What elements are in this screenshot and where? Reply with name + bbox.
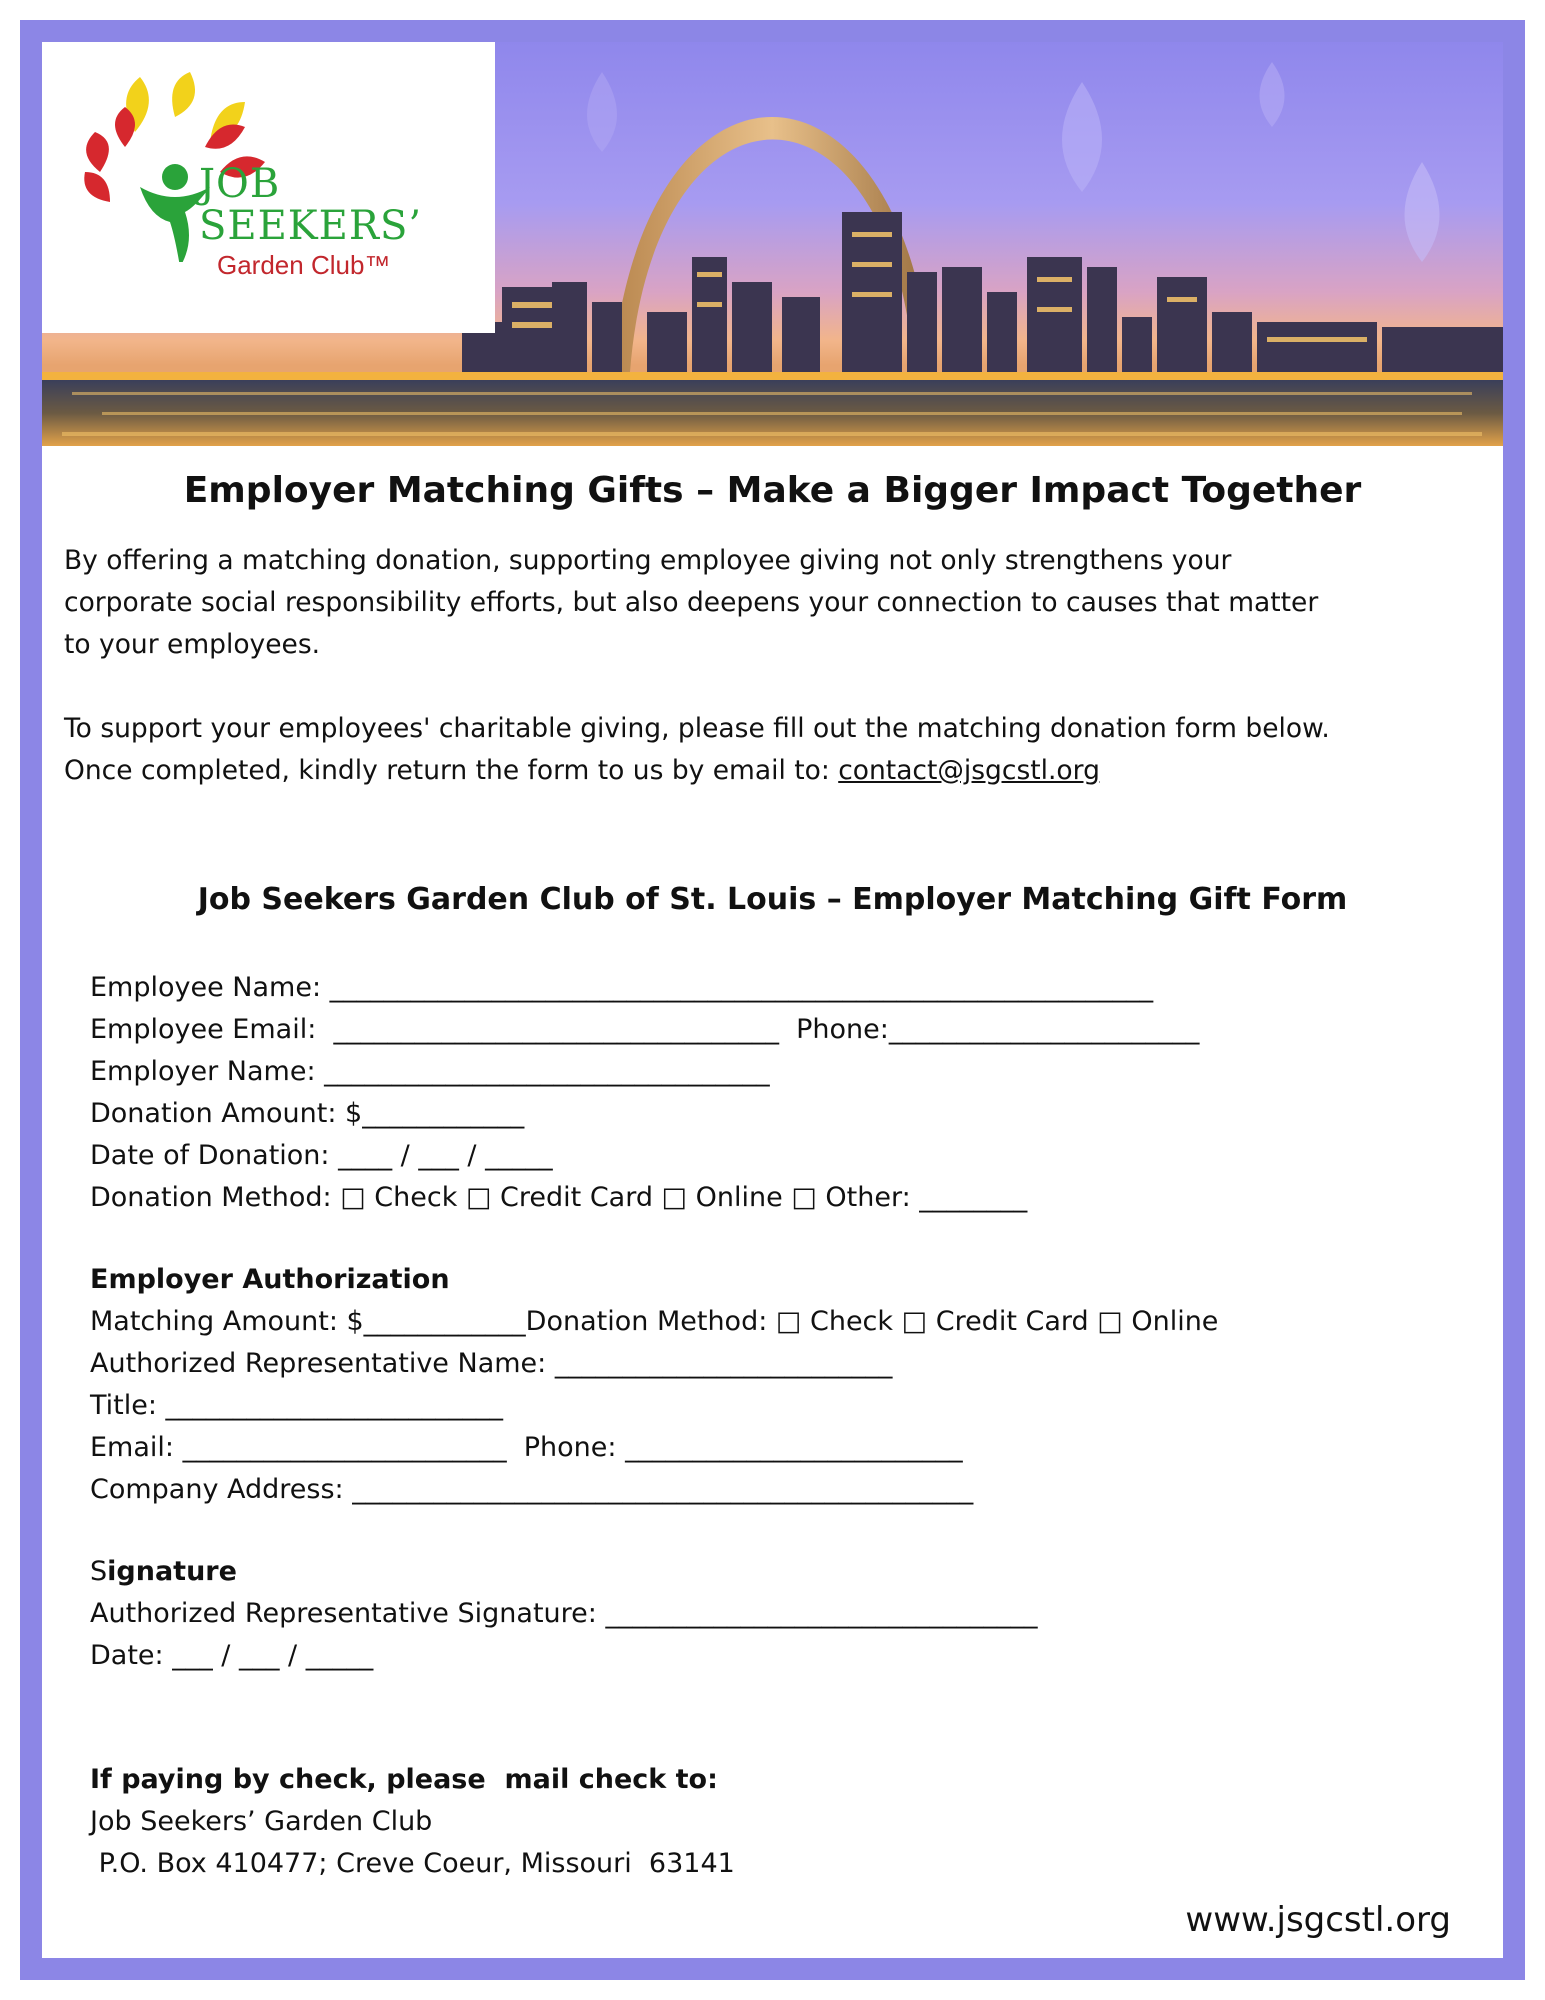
intro-p1-line2: corporate social responsibility efforts, but also deepens your connection to causes that matter (64, 587, 1319, 618)
logo-line-2: SEEKERS’ (199, 203, 423, 249)
mail-org: Job Seekers’ Garden Club (90, 1806, 433, 1837)
auth-heading-text: Employer Authorization (90, 1264, 450, 1295)
logo-line-3: Garden Club™ (217, 250, 391, 280)
hero-banner (42, 42, 1503, 446)
mail-heading-text: If paying by check, please mail check to: (90, 1764, 718, 1795)
company-address-field[interactable]: Company Address: ______________________________________________ (90, 1474, 974, 1505)
intro-p1-line1: By offering a matching donation, supporting employee giving not only strengthens your (64, 545, 1232, 576)
email-phone-field[interactable]: Email: ________________________ Phone: _________________________ (90, 1432, 963, 1463)
signature-date-field[interactable]: Date: ___ / ___ / _____ (90, 1640, 374, 1671)
contact-email-link[interactable]: contact@jsgcstl.org (838, 755, 1100, 786)
logo-box (42, 42, 495, 333)
signature-heading-first: S (90, 1556, 108, 1587)
website-url[interactable]: www.jsgcstl.org (1185, 1900, 1451, 1940)
intro-paragraph-2 (64, 708, 1484, 792)
intro-p2-line2 (64, 750, 1484, 792)
employee-name-field[interactable]: Employee Name: _____________________________________________________________ (90, 972, 1154, 1003)
mail-address: P.O. Box 410477; Creve Coeur, Missouri 63141 (90, 1848, 735, 1879)
date-of-donation-field[interactable]: Date of Donation: ____ / ___ / _____ (90, 1140, 553, 1171)
donation-amount-field[interactable]: Donation Amount: $____________ (90, 1098, 525, 1129)
employee-email-phone-field[interactable]: Employee Email: _________________________________ Phone:_______________________ (90, 1014, 1200, 1045)
mail-heading (90, 1764, 718, 1795)
intro-p1-line3: to your employees. (64, 629, 321, 660)
page-frame (20, 20, 1525, 1980)
employer-name-field[interactable]: Employer Name: _________________________________ (90, 1056, 770, 1087)
employer-authorization-heading (90, 1264, 450, 1295)
title-field[interactable]: Title: _________________________ (90, 1390, 504, 1421)
auth-rep-signature-field[interactable]: Authorized Representative Signature: ________________________________ (90, 1598, 1038, 1629)
signature-heading-rest: ignature (107, 1556, 237, 1587)
donation-method-field[interactable]: Donation Method: □ Check □ Credit Card □ Online □ Other: ________ (90, 1182, 1028, 1213)
intro-p2-line1: To support your employees' charitable giving, please fill out the matching donation form below. (64, 713, 1330, 744)
matching-amount-field[interactable]: Matching Amount: $____________Donation Method: □ Check □ Credit Card □ Online (90, 1306, 1219, 1337)
form-title: Job Seekers Garden Club of St. Louis – Employer Matching Gift Form (197, 882, 1348, 917)
auth-rep-name-field[interactable]: Authorized Representative Name: _________________________ (90, 1348, 893, 1379)
signature-heading (90, 1556, 237, 1587)
intro-paragraph-1 (64, 540, 1484, 666)
page-title: Employer Matching Gifts – Make a Bigger Impact Together (183, 470, 1362, 511)
intro-p2-prefix: Once completed, kindly return the form to us by email to: (64, 755, 839, 786)
logo-wordmark (199, 161, 423, 280)
logo-line-1: JOB (199, 161, 281, 207)
